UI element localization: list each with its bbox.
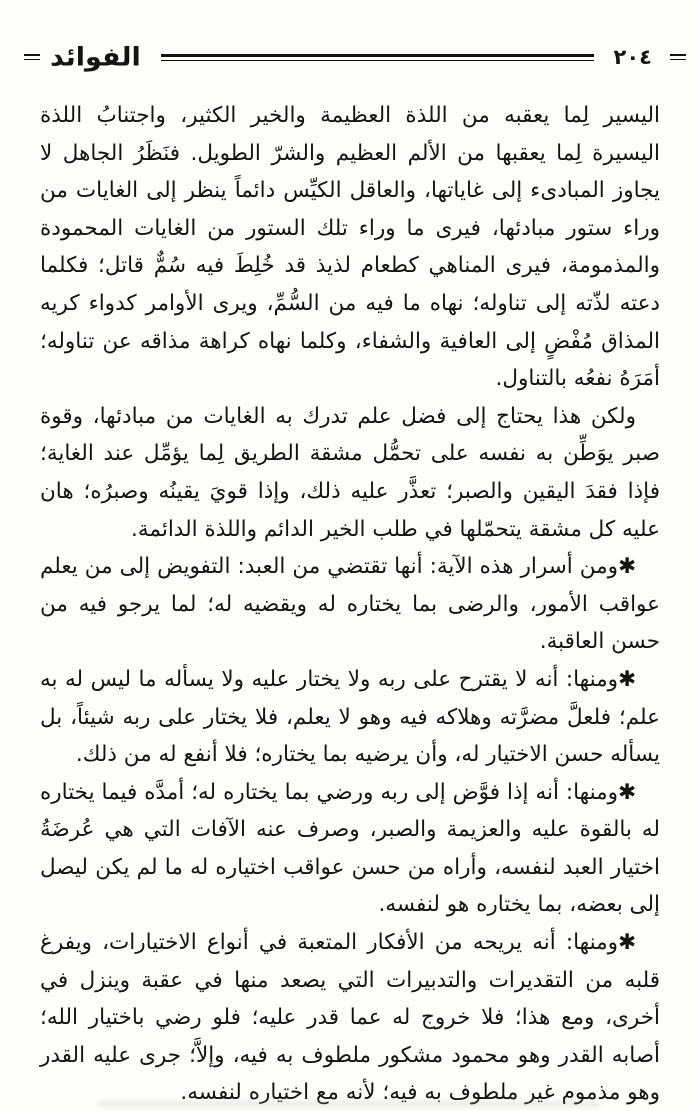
header-double-rule xyxy=(161,54,594,61)
body-paragraph xyxy=(40,774,660,924)
right-equals-ornament xyxy=(670,54,686,60)
asterisk-marker: ✱ xyxy=(617,779,636,805)
body-paragraph xyxy=(40,548,660,661)
body-paragraph xyxy=(40,661,660,774)
left-equals-ornament xyxy=(24,54,40,60)
body-paragraph xyxy=(40,398,660,548)
page-number: ٢٠٤ xyxy=(613,45,652,69)
asterisk-marker: ✱ xyxy=(617,930,636,956)
body-paragraph xyxy=(40,924,660,1111)
book-title: الفوائد xyxy=(50,42,141,72)
scan-artifact xyxy=(98,1101,601,1107)
paragraph-text: ومنها: أنه لا يقترح على ربه ولا يختار عليه ولا يسأله ما ليس له به علم؛ فلعلَّ مضرَّته وهلاكه فيه وهو لا يعلم، فلا يختار على ربه شيئاً، بل يسأله حسن الاختيار له، وأن يرضيه بما يختاره؛ فلا أنفع له من ذلك. xyxy=(40,666,660,768)
paragraph-text: ومن أسرار هذه الآية: أنها تقتضي من العبد: التفويض إلى من يعلم عواقب الأمور، والرضى بما يختاره له ويقضيه له؛ لما يرجو فيه من حسن العاقبة. xyxy=(40,554,660,655)
asterisk-marker: ✱ xyxy=(617,666,636,692)
paragraph-text: ومنها: أنه إذا فوَّض إلى ربه ورضي بما يختاره له؛ أمدَّه فيما يختاره له بالقوة عليه والعزيمة والصبر، وصرف عنه الآفات التي هي عُرضَةُ اختيار العبد لنفسه، وأراه من حسن عواقب اختياره له ما لم يكن ليصل إلى بعضه، بما يختاره هو لنفسه. xyxy=(40,779,660,918)
paragraph-text: ولكن هذا يحتاج إلى فضل علم تدرك به الغايات من مبادئها، وقوة صبر يوَطِّن به نفسه على تحمُّل مشقة الطريق لِما يؤمِّل عند الغاية؛ فإذا فقدَ اليقين والصبر؛ تعذَّر عليه ذلك، وإذا قويَ يقينُه وصبرُه؛ هان عليه كل مشقة يتحمّلها في طلب الخير الدائم واللذة الدائمة. xyxy=(40,403,660,542)
paragraph-text: ومنها: أنه يريحه من الأفكار المتعبة في أنواع الاختيارات، ويفرغ قلبه من التقديرات والتدبيرات التي يصعد منها في عقبة وينزل في أخرى، ومع هذا؛ فلا خروج له عما قدر عليه؛ فلو رضي باختيار الله؛ أصابه القدر وهو محمود مشكور ملطوف به فيه، وإلاَّ؛ جرى عليه القدر وهو مذموم غير ملطوف به فيه؛ لأنه مع اختياره لنفسه. xyxy=(40,930,660,1106)
paragraph-text: اليسير لِما يعقبه من اللذة العظيمة والخير الكثير، واجتنابُ اللذة اليسيرة لِما يعقبها من الألم العظيم والشرّ الطويل. فنَظَرُ الجاهل لا يجاوز المبادىء إلى غاياتها، والعاقل الكيِّس دائماً ينظر إلى الغايات من وراء ستور مبادئها، فيرى ما وراء تلك الستور من الغايات المحمودة والمذمومة، فيرى المناهي كطعام لذيذ قد خُلِطَ فيه سُمٌّ قاتل؛ فكلما دعته لذّته إلى تناوله؛ نهاه ما فيه من السُّمِّ، ويرى الأوامر كدواء كريه المذاق مُفْضٍ إلى العافية والشفاء، وكلما نهاه كراهة مذاقه عن تناوله؛ أمَرَهُ نفعُه بالتناول. xyxy=(40,103,660,392)
asterisk-marker: ✱ xyxy=(617,554,636,580)
body-paragraph xyxy=(40,97,660,398)
body-text xyxy=(0,97,698,1111)
page-header xyxy=(0,42,698,72)
